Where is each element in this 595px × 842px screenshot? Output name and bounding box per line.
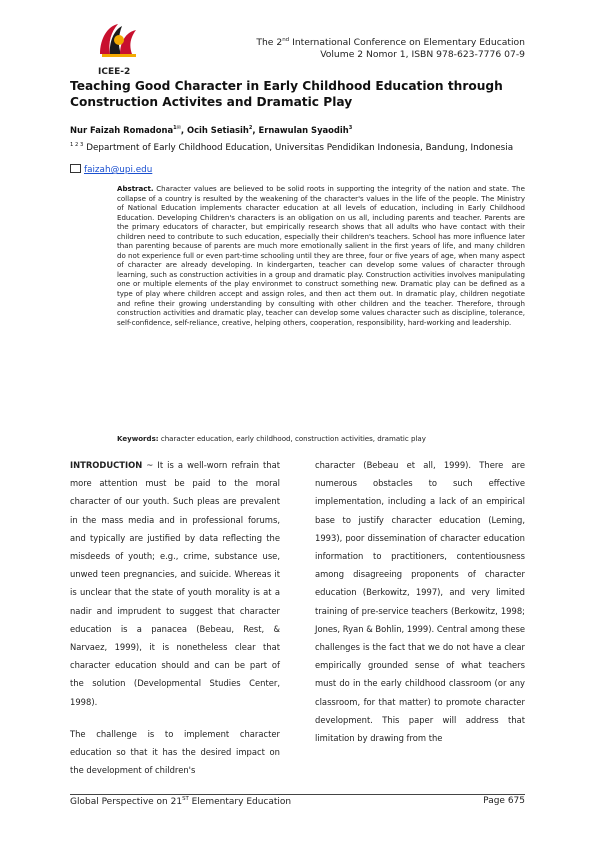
author-name: Nur Faizah Romadona: [70, 125, 174, 135]
conference-code: ICEE-2: [98, 67, 131, 77]
email-link[interactable]: faizah@upi.edu: [84, 165, 153, 175]
keywords: [117, 434, 525, 443]
footer-journal: Global Perspective on 21ST Elementary Education: [70, 796, 292, 807]
abstract-label: Abstract.: [117, 184, 154, 193]
university-crest-logo: [96, 20, 142, 60]
page-number: Page 675: [483, 796, 525, 806]
section-heading: INTRODUCTION: [70, 460, 143, 470]
abstract: [117, 184, 525, 327]
author-name: Ernawulan Syaodih: [258, 125, 349, 135]
paper-title: Teaching Good Character in Early Childhood Education through Construction Activites and Dramatic Play: [70, 79, 503, 109]
author-name: Ocih Setiasih: [186, 125, 249, 135]
footer-divider: [70, 794, 525, 795]
author-email: [70, 164, 152, 175]
conference-header: [185, 34, 525, 61]
intro-paragraph: INTRODUCTION ~ It is a well-worn refrain that more attention must be paid to the moral character of our youth. Such pleas are prevalent in the mass media and in professional forums, and typically are justified by data reflecting the misdeeds of youth; e.g., crime, substance use, unwed teen pregnancies, and suicide. Whereas it is unclear that the state of youth morality is at a nadir and imprudent to suggest that character education is a panacea (Bebeau, Rest, & Narvaez, 1999), it is nonetheless clear that character education should and can be part of the solution (Developmental Studies Center, 1998).: [70, 460, 280, 707]
keywords-label: Keywords:: [117, 434, 159, 443]
abstract-text: Character values are believed to be solid roots in supporting the integrity of the nation and state. The collapse of a country is resulted by the weakening of the character's values in the life of the people. The Ministry of National Education implements character education at all levels of education, including in Early Childhood Education. Developing Children's characters is an obligation on us all, including parents and teacher. Parents are the primary educators of character, but empirically research shows that all adults who have contact with their children need to contribute to such education, especially their children's teachers. School has more influence later than parenting because of parents are much more emotionally salient in the first years of life, and many children do not experience full or even part-time schooling until they are three, four or five years of age, when many aspect of character are already developing. In kindergarten, teacher can develop some values of character through learning, such as construction activities in a group and dramatic play. Construction activities involves manipulating one or multiple elements of the play environmet to construct something new. Dramatic play can be defined as a type of play where children accept and assign roles, and then act them out. In dramatic play, children negotiate and refine their growing understanding by consulting with other children and the teacher. Therefore, through construction activities and dramatic play, teacher can develop some values character such as discipline, tolerance, self-confidence, self-reliance, creative, helping others, cooperation, responsibility, hard-working and leadership.: [117, 184, 525, 327]
body-paragraph: character (Bebeau et all, 1999). There are numerous obstacles to such effective implementation, including a lack of an empirical base to justify character education (Leming, 1993), poor dissemination of character education information to practitioners, contentiousness among disagreeing proponents of character education (Berkowitz, 1997), and very limited training of pre-service teachers (Berkowitz, 1998; Jones, Ryan & Bohlin, 1999). Central among these challenges is the fact that we do not have a clear empirically grounded sense of what teachers must do in the early childhood classroom (or any classroom, for that matter) to promote character development. This paper will address that limitation by drawing from the: [315, 460, 525, 744]
conference-line-1: The 2nd International Conference on Elementary Education: [256, 37, 525, 49]
keywords-text: character education, early childhood, construction activities, dramatic play: [160, 434, 426, 443]
body-column-left: [70, 456, 280, 779]
body-column-right: [315, 456, 525, 747]
conference-line-2: Volume 2 Nomor 1, ISBN 978-623-7776 07-9: [320, 49, 525, 61]
intro-paragraph: The challenge is to implement character education so that it has the desired impact on the development of children's: [70, 728, 280, 776]
author-list: Nur Faizah Romadona$^{1✉}$, Ocih Setiasih$^2$, Ernawulan Syaodih$^3$: [70, 125, 353, 135]
mail-icon: [70, 164, 81, 173]
affiliation: $^{1 2 3}$ Department of Early Childhood Education, Universitas Pendidikan Indonesia, Bandung, Indonesia: [70, 142, 514, 153]
